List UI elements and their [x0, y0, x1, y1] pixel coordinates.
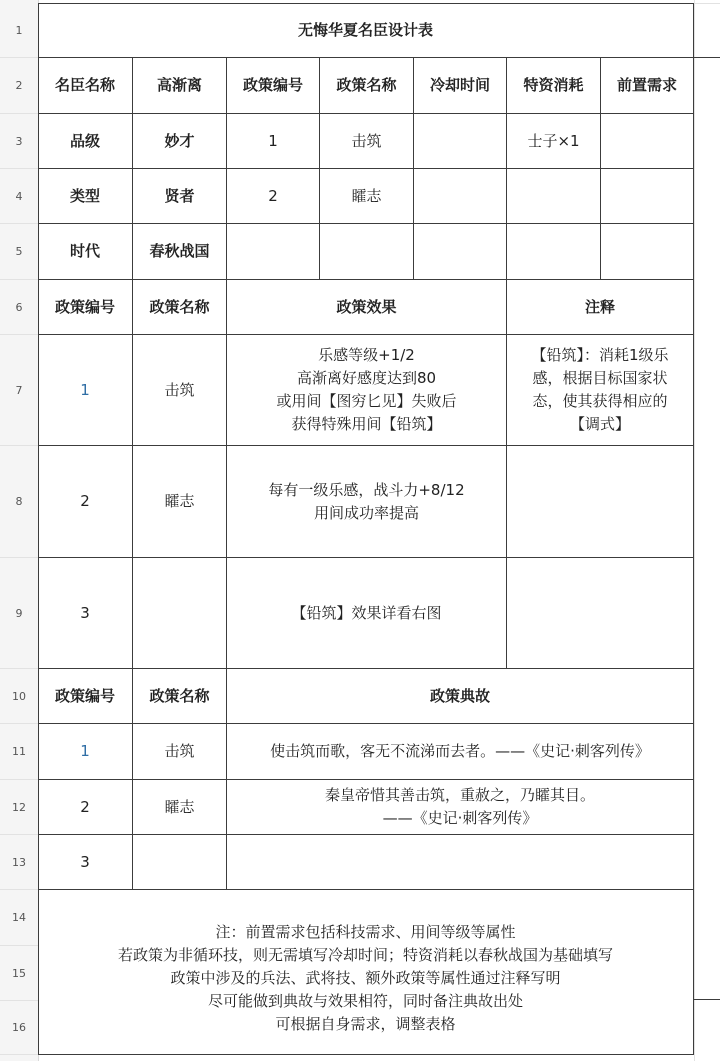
policy-no-cell[interactable] [227, 224, 320, 280]
effect-policy-name[interactable]: 击筑 [133, 335, 227, 446]
allusion-policy-name[interactable]: 矐志 [133, 780, 227, 835]
allusion-story[interactable]: 使击筑而歌，客无不流涕而去者。——《史记·刺客列传》 [227, 724, 694, 780]
header-policy-no[interactable]: 政策编号 [227, 58, 320, 114]
row-number[interactable]: 11 [0, 724, 38, 780]
row-number[interactable]: 14 [0, 890, 38, 946]
policy-name-cell[interactable]: 击筑 [320, 114, 414, 169]
allusion-policy-no[interactable]: 1 [38, 724, 133, 780]
allusion-policy-no[interactable]: 2 [38, 780, 133, 835]
header-prerequisite[interactable]: 前置需求 [601, 58, 694, 114]
grade-value[interactable]: 妙才 [133, 114, 227, 169]
adjacent-gridline [694, 57, 720, 58]
label-era[interactable]: 时代 [38, 224, 133, 280]
effects-header-note[interactable]: 注释 [507, 280, 694, 335]
allusion-policy-name[interactable]: 击筑 [133, 724, 227, 780]
row-number[interactable]: 5 [0, 224, 38, 280]
allusion-header-name[interactable]: 政策名称 [133, 669, 227, 724]
effect-note[interactable]: 【铅筑】：消耗1级乐感，根据目标国家状态，使其获得相应的【调式】 [507, 335, 694, 446]
row-number[interactable]: 16 [0, 1001, 38, 1055]
row-number[interactable]: 3 [0, 114, 38, 169]
policy-no-cell[interactable]: 1 [227, 114, 320, 169]
effect-description[interactable]: 【铅筑】效果详看右图 [227, 558, 507, 669]
cooldown-cell[interactable] [414, 169, 507, 224]
row-number[interactable]: 1 [0, 3, 38, 58]
row-number[interactable]: 15 [0, 946, 38, 1001]
allusion-policy-name[interactable] [133, 835, 227, 890]
prereq-cell[interactable] [601, 169, 694, 224]
effects-header-effect[interactable]: 政策效果 [227, 280, 507, 335]
row-number[interactable]: 7 [0, 335, 38, 446]
prereq-cell[interactable] [601, 114, 694, 169]
label-type[interactable]: 类型 [38, 169, 133, 224]
allusion-header-story[interactable]: 政策典故 [227, 669, 694, 724]
row-number[interactable]: 12 [0, 780, 38, 835]
policy-no-cell[interactable]: 2 [227, 169, 320, 224]
row-number[interactable]: 2 [0, 58, 38, 114]
policy-name-cell[interactable]: 矐志 [320, 169, 414, 224]
row-number[interactable]: 6 [0, 280, 38, 335]
effect-description[interactable]: 每有一级乐感，战斗力+8/12 用间成功率提高 [227, 446, 507, 558]
era-value[interactable]: 春秋战国 [133, 224, 227, 280]
header-minister-name[interactable]: 名臣名称 [38, 58, 133, 114]
adjacent-column[interactable] [694, 0, 720, 1061]
allusion-header-no[interactable]: 政策编号 [38, 669, 133, 724]
allusion-policy-no[interactable]: 3 [38, 835, 133, 890]
cost-cell[interactable] [507, 224, 601, 280]
row-number[interactable]: 4 [0, 169, 38, 224]
label-grade[interactable]: 品级 [38, 114, 133, 169]
allusion-story[interactable]: 秦皇帝惜其善击筑，重赦之，乃矐其目。 ——《史记·刺客列传》 [227, 780, 694, 835]
effect-policy-no[interactable]: 2 [38, 446, 133, 558]
notes-cell[interactable]: 注：前置需求包括科技需求、用间等级等属性 若政策为非循环技，则无需填写冷却时间；特资消耗以春秋战国为基础填写 政策中涉及的兵法、武将技、额外政策等属性通过注释写明 尽可能做到典故与效果相符，同时备注典故出处 可根据自身需求，调整表格 [38, 890, 694, 1055]
effect-description[interactable]: 乐感等级+1/2 高渐离好感度达到80 或用间【图穷匕见】失败后 获得特殊用间【铅筑】 [227, 335, 507, 446]
cost-cell[interactable]: 士子×1 [507, 114, 601, 169]
effect-policy-name[interactable]: 矐志 [133, 446, 227, 558]
effects-header-name[interactable]: 政策名称 [133, 280, 227, 335]
row-number[interactable]: 8 [0, 446, 38, 558]
effect-policy-no[interactable]: 3 [38, 558, 133, 669]
cost-cell[interactable] [507, 169, 601, 224]
cooldown-cell[interactable] [414, 114, 507, 169]
effect-note[interactable] [507, 446, 694, 558]
row-number[interactable]: 13 [0, 835, 38, 890]
row-number[interactable]: 10 [0, 669, 38, 724]
type-value[interactable]: 贤者 [133, 169, 227, 224]
header-policy-name[interactable]: 政策名称 [320, 58, 414, 114]
header-cooldown[interactable]: 冷却时间 [414, 58, 507, 114]
row-number[interactable]: 9 [0, 558, 38, 669]
effect-note[interactable] [507, 558, 694, 669]
sheet-title[interactable]: 无悔华夏名臣设计表 [38, 3, 694, 58]
prereq-cell[interactable] [601, 224, 694, 280]
effects-header-no[interactable]: 政策编号 [38, 280, 133, 335]
policy-name-cell[interactable] [320, 224, 414, 280]
adjacent-gridline [694, 999, 720, 1000]
effect-policy-name[interactable] [133, 558, 227, 669]
allusion-story[interactable] [227, 835, 694, 890]
cooldown-cell[interactable] [414, 224, 507, 280]
effect-policy-no[interactable]: 1 [38, 335, 133, 446]
minister-name-value[interactable]: 高渐离 [133, 58, 227, 114]
header-resource-cost[interactable]: 特资消耗 [507, 58, 601, 114]
